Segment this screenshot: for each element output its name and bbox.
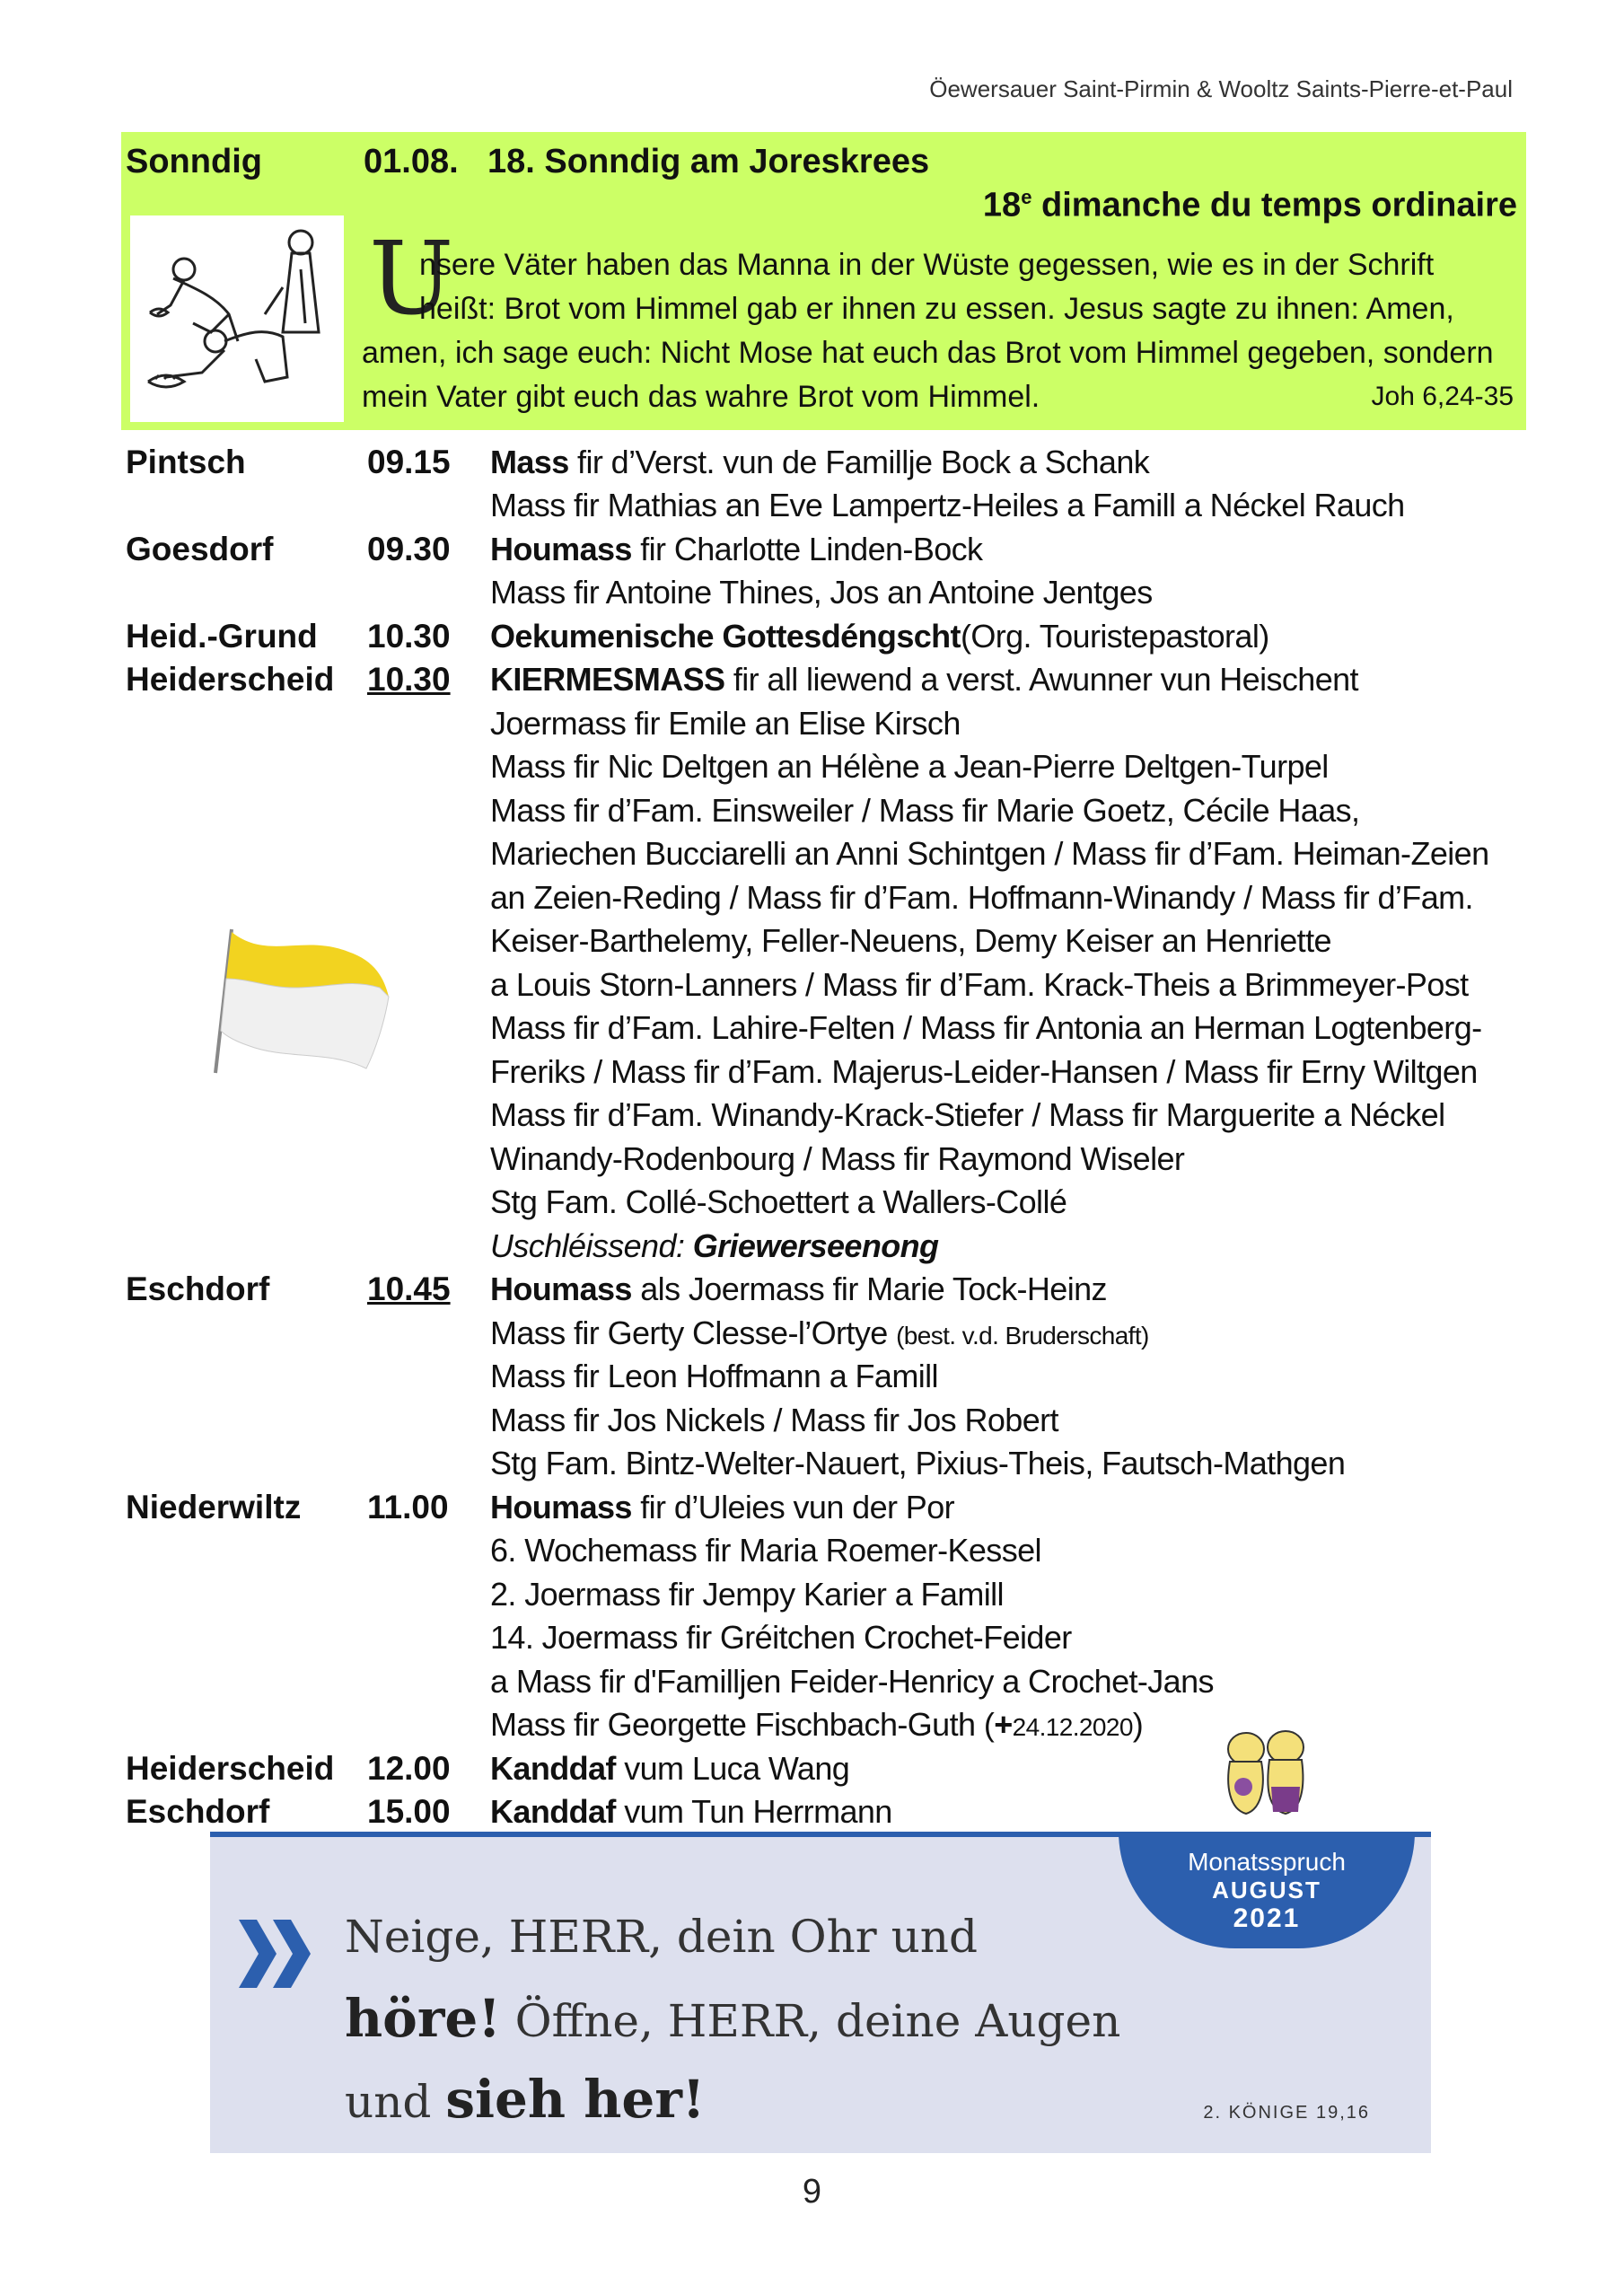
verse-line: und sieh her! xyxy=(345,2069,706,2130)
mass-text: Mass fir d’Fam. Winandy-Krack-Stiefer / Mass fir Marguerite a Néckel xyxy=(490,1096,1445,1133)
manna-illustration xyxy=(130,215,344,422)
mass-time: 09.15 xyxy=(367,444,451,480)
mass-text: Mass fir Nic Deltgen an Hélène a Jean-Pierre Deltgen-Turpel xyxy=(490,748,1329,785)
mass-text: an Zeien-Reding / Mass fir d’Fam. Hoffmann-Winandy / Mass fir d’Fam. xyxy=(490,879,1473,916)
mass-text: Mass fir d’Fam. Einsweiler / Mass fir Marie Goetz, Cécile Haas, xyxy=(490,792,1360,829)
mass-text: a Louis Storn-Lanners / Mass fir d’Fam. Krack-Theis a Brimmeyer-Post xyxy=(490,966,1469,1003)
mass-time: 12.00 xyxy=(367,1750,451,1787)
papal-flag-icon xyxy=(196,925,398,1077)
verse-reference: 2. KÖNIGE 19,16 xyxy=(1203,2103,1370,2123)
mass-text: Mariechen Bucciarelli an Anni Schintgen / Mass fir d’Fam. Heiman-Zeien xyxy=(490,835,1489,872)
mass-text: Houmass fir Charlotte Linden-Bock xyxy=(490,531,983,567)
mass-text: KIERMESMASS fir all liewend a verst. Awunner vun Heischent xyxy=(490,661,1358,698)
children-icon xyxy=(1212,1724,1320,1823)
badge-month: AUGUST xyxy=(1212,1877,1321,1903)
month-badge xyxy=(1119,1832,1415,1948)
mass-text: 6. Wochemass fir Maria Roemer-Kessel xyxy=(490,1532,1041,1569)
double-chevron-icon xyxy=(237,1920,314,1988)
place-name: Niederwiltz xyxy=(126,1489,302,1525)
mass-text: a Mass fir d'Familljen Feider-Henricy a Crochet-Jans xyxy=(490,1663,1214,1700)
place-name: Eschdorf xyxy=(126,1270,270,1307)
mass-text: Mass fir d’Verst. vun de Famillje Bock a Schank xyxy=(490,444,1150,480)
mass-text: Stg Fam. Collé-Schoettert a Wallers-Collé xyxy=(490,1183,1067,1220)
mass-text: Uschléissend: Griewerseenong xyxy=(490,1227,939,1264)
place-name: Heiderscheid xyxy=(126,661,335,698)
sunday-title-fr: 18e dimanche du temps ordinaire xyxy=(982,186,1517,224)
mass-text: 14. Joermass fir Gréitchen Crochet-Feider xyxy=(490,1619,1072,1656)
quote-line: nsere Väter haben das Manna in der Wüste gegessen, wie es in der Schrift xyxy=(419,248,1435,282)
mass-text: Kanddaf vum Luca Wang xyxy=(490,1750,850,1787)
sunday-title-lb: 18. Sonndig am Joreskrees xyxy=(487,143,930,180)
cross-icon: + xyxy=(994,1706,1013,1743)
sunday-day: Sonndig xyxy=(126,143,262,180)
quote-reference: Joh 6,24-35 xyxy=(1371,382,1514,411)
mass-text: Mass fir Leon Hoffmann a Famill xyxy=(490,1358,938,1394)
sunday-header-box xyxy=(121,132,1526,430)
mass-text: Mass fir Mathias an Eve Lampertz-Heiles a Famill a Néckel Rauch xyxy=(490,487,1405,523)
monthly-verse-banner xyxy=(210,1832,1431,2153)
quote-line: mein Vater gibt euch das wahre Brot vom Himmel. xyxy=(362,380,1040,414)
quote-line: amen, ich sage euch: Nicht Mose hat euch das Brot vom Himmel gegeben, sondern xyxy=(362,336,1494,370)
place-name: Heid.-Grund xyxy=(126,618,318,655)
verse-line: höre! Öffne, HERR, deine Augen xyxy=(345,1988,1121,2049)
mass-text: Keiser-Barthelemy, Feller-Neuens, Demy Keiser an Henriette xyxy=(490,922,1331,959)
place-name: Eschdorf xyxy=(126,1793,270,1830)
place-name: Pintsch xyxy=(126,444,246,480)
page-number: 9 xyxy=(802,2173,822,2211)
badge-year: 2021 xyxy=(1233,1903,1301,1933)
quote-dropcap: U xyxy=(369,221,454,338)
mass-text: Houmass fir d’Uleies vun der Por xyxy=(490,1489,955,1525)
mass-time: 15.00 xyxy=(367,1793,451,1830)
verse-line: Neige, HERR, dein Ohr und xyxy=(345,1911,978,1963)
mass-time: 10.30 xyxy=(367,618,451,655)
mass-text: Freriks / Mass fir d’Fam. Majerus-Leider-Hansen / Mass fir Erny Wiltgen xyxy=(490,1053,1478,1090)
mass-text: Winandy-Rodenbourg / Mass fir Raymond Wiseler xyxy=(490,1140,1185,1177)
mass-text: Oekumenische Gottesdéngscht(Org. Touristepastoral) xyxy=(490,618,1269,655)
mass-text: Mass fir d’Fam. Lahire-Felten / Mass fir Antonia an Herman Logtenberg- xyxy=(490,1009,1482,1046)
mass-time: 10.45 xyxy=(367,1270,451,1307)
quote-line: heißt: Brot vom Himmel gab er ihnen zu essen. Jesus sagte zu ihnen: Amen, xyxy=(419,292,1454,326)
mass-time: 09.30 xyxy=(367,531,451,567)
mass-text: Joermass fir Emile an Elise Kirsch xyxy=(490,705,961,742)
mass-text: Stg Fam. Bintz-Welter-Nauert, Pixius-Theis, Fautsch-Mathgen xyxy=(490,1445,1346,1481)
mass-text: Mass fir Gerty Clesse-l’Ortye (best. v.d. Bruderschaft) xyxy=(490,1314,1149,1351)
mass-text: Mass fir Antoine Thines, Jos an Antoine Jentges xyxy=(490,574,1153,611)
mass-text: 2. Joermass fir Jempy Karier a Famill xyxy=(490,1576,1004,1613)
mass-time: 11.00 xyxy=(367,1489,449,1525)
sunday-date: 01.08. xyxy=(364,143,459,180)
mass-text: Mass fir Jos Nickels / Mass fir Jos Robert xyxy=(490,1402,1058,1438)
place-name: Heiderscheid xyxy=(126,1750,335,1787)
place-name: Goesdorf xyxy=(126,531,274,567)
running-title: Öewersauer Saint-Pirmin & Wooltz Saints-Pierre-et-Paul xyxy=(929,75,1513,102)
mass-text: Houmass als Joermass fir Marie Tock-Heinz xyxy=(490,1270,1107,1307)
mass-text: Mass fir Georgette Fischbach-Guth (+24.12.2020) xyxy=(490,1706,1144,1743)
badge-label: Monatsspruch xyxy=(1188,1848,1346,1876)
mass-time: 10.30 xyxy=(367,661,451,698)
mass-text: Kanddaf vum Tun Herrmann xyxy=(490,1793,892,1830)
